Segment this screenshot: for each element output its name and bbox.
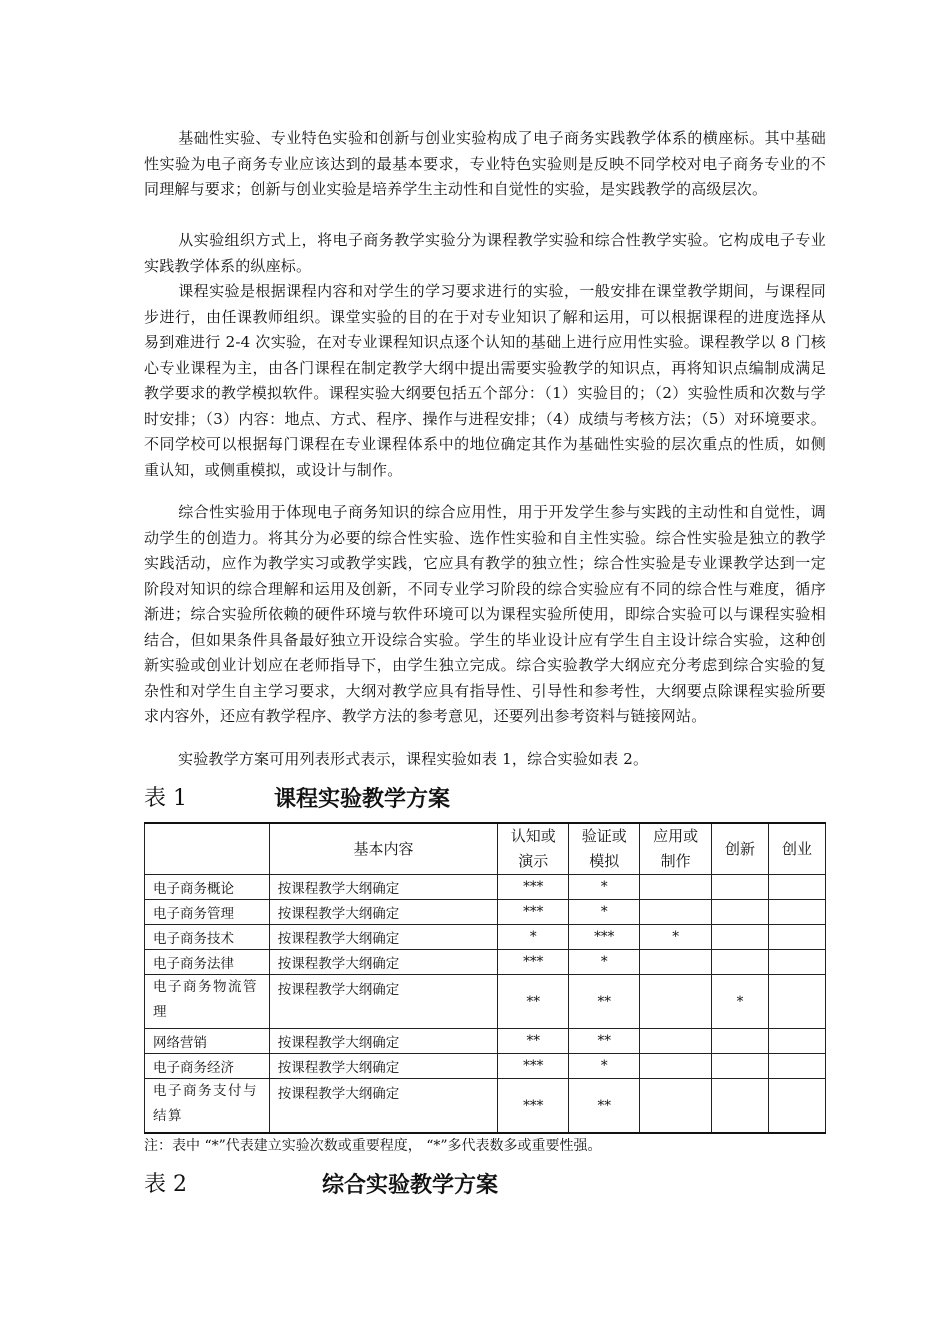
table-row [145,1079,826,1134]
rating-apply [640,1079,712,1134]
basic-content: 按课程教学大纲确定 [269,1079,498,1134]
course-experiment-table [144,822,826,1134]
rating-verify: *** [569,925,640,950]
rating-entrepreneurship [769,1029,826,1054]
rating-innovation [712,1079,769,1134]
rating-apply [640,975,712,1029]
rating-entrepreneurship [769,975,826,1029]
course-name: 电子商务法律 [145,950,270,975]
course-name: 电子商务技术 [145,925,270,950]
rating-verify: * [569,1054,640,1079]
course-name: 电子商务支付与结算 [145,1079,270,1134]
table-row [145,1029,826,1054]
rating-verify: ** [569,1029,640,1054]
rating-innovation [712,925,769,950]
rating-cognition: ** [498,1029,569,1054]
basic-content: 按课程教学大纲确定 [269,1054,498,1079]
rating-apply: * [640,925,712,950]
header-apply-produce: 应用或 制作 [640,823,712,875]
table-row [145,950,826,975]
table-row [145,875,826,900]
paragraph-1: 基础性实验、专业特色实验和创新与创业实验构成了电子商务实践教学体系的横座标。其中基础性实验为电子商务专业应该达到的最基本要求，专业特色实验则是反映不同学校对电子商务专业的不同理解与要求；创新与创业实验是培养学生主动性和自觉性的实验，是实践教学的高级层次。 [144,129,826,198]
course-name: 电子商务物流管理 [145,975,270,1029]
course-name: 网络营销 [145,1029,270,1054]
rating-apply [640,950,712,975]
rating-entrepreneurship [769,1079,826,1134]
rating-verify: * [569,950,640,975]
rating-apply [640,1029,712,1054]
paragraph-2: 从实验组织方式上，将电子商务教学实验分为课程教学实验和综合性教学实验。它构成电子专业实践教学体系的纵座标。 [144,231,826,275]
rating-verify: * [569,900,640,925]
header-verify-simulate: 验证或 模拟 [569,823,640,875]
basic-content: 按课程教学大纲确定 [269,1029,498,1054]
rating-cognition: *** [498,900,569,925]
rating-entrepreneurship [769,875,826,900]
rating-verify: ** [569,1079,640,1134]
table-row [145,1054,826,1079]
table1-note: 注：表中 “*”代表建立实验次数或重要程度， “*”多代表数多或重要性强。 [144,1138,602,1154]
rating-cognition: *** [498,1054,569,1079]
course-name: 电子商务管理 [145,900,270,925]
rating-cognition: *** [498,950,569,975]
basic-content: 按课程教学大纲确定 [269,925,498,950]
rating-apply [640,875,712,900]
rating-entrepreneurship [769,925,826,950]
paragraph-4: 综合性实验用于体现电子商务知识的综合应用性，用于开发学生参与实践的主动性和自觉性，调动学生的创造力。将其分为必要的综合性实验、选作性实验和自主性实验。综合性实验是独立的教学实践活动，应作为教学实习或教学实践，它应具有教学的独立性；综合性实验是专业课教学达到一定阶段对知识的综合理解和运用及创新，不同专业学习阶段的综合实验应有不同的综合性与难度，循序渐进；综合实验所依赖的硬件环境与软件环境可以为课程实验所使用，即综合实验可以与课程实验相结合，但如果条件具备最好独立开设综合实验。学生的毕业设计应有学生自主设计综合实验，这种创新实验或创业计划应在老师指导下，由学生独立完成。综合实验教学大纲应充分考虑到综合实验的复杂性和对学生自主学习要求，大纲对教学应具有指导性、引导性和参考性，大纲要点除课程实验所要求内容外，还应有教学程序、教学方法的参考意见，还要列出参考资料与链接网站。 [144,503,826,725]
table-row [145,900,826,925]
rating-apply [640,900,712,925]
rating-entrepreneurship [769,900,826,925]
table-header-row [145,823,826,875]
table2-title: 综合实验教学方案 [322,1172,499,1198]
header-cognition-demo: 认知或 演示 [498,823,569,875]
table2-number: 表 2 [144,1172,187,1197]
rating-innovation [712,875,769,900]
basic-content: 按课程教学大纲确定 [269,900,498,925]
rating-innovation: * [712,975,769,1029]
course-name: 电子商务经济 [145,1054,270,1079]
header-basic-content: 基本内容 [269,823,498,875]
basic-content: 按课程教学大纲确定 [269,875,498,900]
rating-innovation [712,1029,769,1054]
rating-innovation [712,1054,769,1079]
rating-entrepreneurship [769,950,826,975]
paragraph-3: 课程实验是根据课程内容和对学生的学习要求进行的实验，一般安排在课堂教学期间，与课程同步进行，由任课教师组织。课堂实验的目的在于对专业知识了解和运用，可以根据课程的进度选择从易到难进行 2-4 次实验，在对专业课程知识点逐个认知的基础上进行应用性实验。课程教学以 8 门核心专业课程为主，由各门课程在制定教学大纲中提出需要实验教学的知识点，再将知识点编制成满足教学要求的教学模拟软件。课程实验大纲要包括五个部分：（1）实验目的；（2）实验性质和次数与学时安排；（3）内容：地点、方式、程序、操作与进程安排；（4）成绩与考核方法；（5）对环境要求。不同学校可以根据每门课程在专业课程体系中的地位确定其作为基础性实验的层次重点的性质，如侧重认知，或侧重模拟，或设计与制作。 [144,282,826,479]
course-name: 电子商务概论 [145,875,270,900]
rating-apply [640,1054,712,1079]
header-entrepreneurship: 创业 [769,823,826,875]
rating-verify: * [569,875,640,900]
table2-caption [144,1170,499,1200]
basic-content: 按课程教学大纲确定 [269,950,498,975]
basic-content: 按课程教学大纲确定 [269,975,498,1029]
rating-cognition: * [498,925,569,950]
table-row [145,975,826,1029]
rating-verify: ** [569,975,640,1029]
paragraph-5: 实验教学方案可用列表形式表示，课程实验如表 1，综合实验如表 2。 [178,750,649,768]
table1-caption [144,784,451,814]
rating-cognition: ** [498,975,569,1029]
table1-number: 表 1 [144,786,187,811]
header-innovation: 创新 [712,823,769,875]
header-cell-blank [145,823,270,875]
rating-entrepreneurship [769,1054,826,1079]
rating-cognition: *** [498,1079,569,1134]
rating-innovation [712,950,769,975]
table1-title: 课程实验教学方案 [274,786,451,812]
rating-cognition: *** [498,875,569,900]
rating-innovation [712,900,769,925]
table-row [145,925,826,950]
